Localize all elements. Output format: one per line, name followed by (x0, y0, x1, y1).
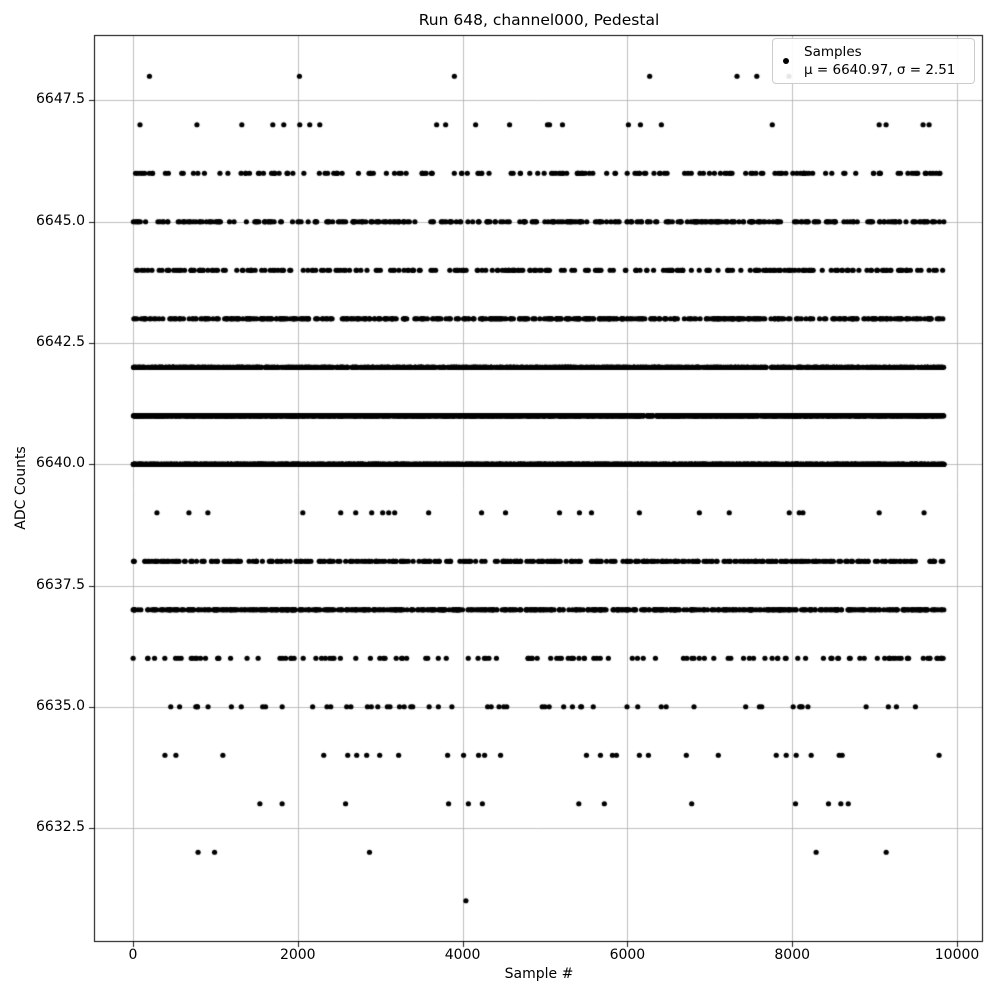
x-tick-label: 10000 (934, 947, 980, 963)
y-tick-label: 6647.5 (36, 91, 85, 108)
legend-series-label: Samples (804, 43, 862, 60)
y-tick-label: 6632.5 (36, 819, 85, 836)
y-tick-label: 6642.5 (36, 333, 85, 350)
y-tick-label: 6635.0 (36, 697, 85, 714)
x-tick-label: 0 (128, 947, 138, 963)
y-axis-label: ADC Counts (13, 446, 29, 530)
x-tick-label: 6000 (609, 947, 646, 963)
chart-title: Run 648, channel000, Pedestal (418, 11, 660, 29)
legend (772, 38, 975, 84)
x-tick-label: 2000 (279, 947, 316, 963)
y-tick-label: 6645.0 (36, 212, 85, 229)
legend-marker-dot (783, 58, 789, 64)
legend-stats-label: μ = 6640.97, σ = 2.51 (804, 62, 956, 78)
x-axis-label: Sample # (504, 966, 574, 982)
y-tick-label: 6640.0 (36, 455, 85, 472)
x-tick-label: 4000 (444, 947, 481, 963)
y-tick-label: 6637.5 (36, 576, 85, 593)
x-tick-label: 8000 (774, 947, 811, 963)
